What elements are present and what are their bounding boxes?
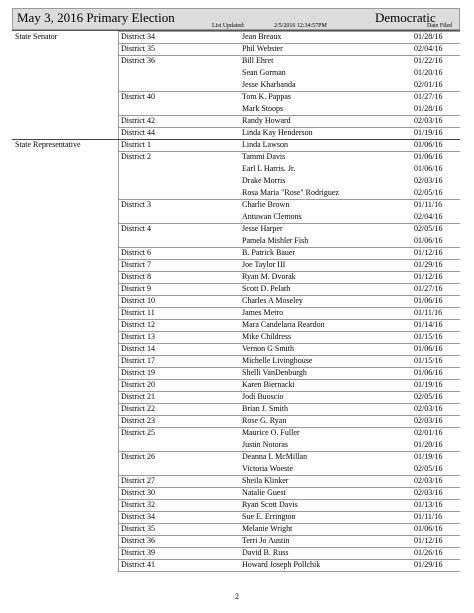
district-name: District 41 — [121, 560, 155, 569]
district-name: District 4 — [121, 224, 151, 233]
candidate-name: Earl L Harris. Jr. — [242, 164, 296, 173]
table-row — [12, 247, 460, 259]
district-name: District 9 — [121, 284, 151, 293]
date-filed: 01/06/16 — [414, 344, 443, 353]
table-row — [12, 487, 460, 499]
date-filed: 01/28/16 — [414, 104, 443, 113]
candidate-name: B. Patrick Bauer — [242, 248, 296, 257]
candidate-name: Deanna I. McMillan — [242, 452, 308, 461]
district-name: District 10 — [121, 296, 155, 305]
table-row — [12, 295, 460, 307]
district-separator-line — [118, 475, 460, 476]
district-name: District 7 — [121, 260, 151, 269]
date-filed: 02/03/16 — [414, 488, 443, 497]
date-filed: 01/11/16 — [414, 200, 443, 209]
date-filed: 02/01/16 — [414, 428, 443, 437]
candidate-name: Terri Jo Austin — [242, 536, 290, 545]
candidate-name: Sean Gorman — [242, 68, 286, 77]
date-filed: 01/26/16 — [414, 548, 443, 557]
table-row — [12, 343, 460, 355]
date-filed: 01/06/16 — [414, 140, 443, 149]
date-filed: 01/28/16 — [414, 32, 443, 41]
table-row — [12, 547, 460, 559]
table-row — [12, 223, 460, 235]
candidate-name: Randy Howard — [242, 116, 291, 125]
district-name: District 20 — [121, 380, 155, 389]
table-row — [12, 211, 460, 223]
date-filed: 01/06/16 — [414, 164, 443, 173]
table-row — [12, 535, 460, 547]
district-name: District 13 — [121, 332, 155, 341]
district-name: District 34 — [121, 512, 155, 521]
party-name: Democratic — [375, 10, 436, 25]
table-row — [12, 139, 460, 151]
candidate-name: Rosa Maria "Rose" Rodriguez — [242, 188, 339, 197]
district-name: District 35 — [121, 44, 155, 53]
table-row — [12, 31, 460, 43]
candidate-name: Charlie Brown — [242, 200, 290, 209]
candidate-name: Jesse Harper — [242, 224, 283, 233]
district-name: District 19 — [121, 368, 155, 377]
district-name: District 3 — [121, 200, 151, 209]
table-row — [12, 283, 460, 295]
district-name: District 39 — [121, 548, 155, 557]
table-row — [12, 319, 460, 331]
table-row — [12, 331, 460, 343]
date-filed: 01/06/16 — [414, 152, 443, 161]
date-filed: 01/12/16 — [414, 248, 443, 257]
district-separator-line — [118, 55, 460, 56]
candidate-name: Phil Webster — [242, 44, 283, 53]
table-row — [12, 163, 460, 175]
table-row — [12, 391, 460, 403]
table-row — [12, 367, 460, 379]
candidate-name: Linda Lawson — [242, 140, 288, 149]
district-separator-line — [118, 223, 460, 224]
table-row — [12, 403, 460, 415]
date-filed: 01/15/16 — [414, 332, 443, 341]
date-filed: 02/05/16 — [414, 392, 443, 401]
district-name: District 36 — [121, 536, 155, 545]
table-row — [12, 475, 460, 487]
table-row — [12, 499, 460, 511]
table-row — [12, 463, 460, 475]
district-separator-line — [118, 307, 460, 308]
date-filed: 01/13/16 — [414, 500, 443, 509]
candidate-name: Jean Breaux — [242, 32, 282, 41]
date-filed: 01/15/16 — [414, 356, 443, 365]
date-filed: 01/22/16 — [414, 56, 443, 65]
district-name: District 12 — [121, 320, 155, 329]
candidate-name: Karen Biernacki — [242, 380, 295, 389]
candidate-name: Shelli VanDenburgh — [242, 368, 307, 377]
district-name: District 40 — [121, 92, 155, 101]
list-updated-value: 2/5/2016 12:34:57PM — [274, 23, 327, 29]
table-row — [12, 355, 460, 367]
date-filed: 01/20/16 — [414, 68, 443, 77]
candidate-name: Charles A Moseley — [242, 296, 303, 305]
candidate-name: Tom K. Pappas — [242, 92, 291, 101]
date-filed: 01/14/16 — [414, 320, 443, 329]
table-row — [12, 91, 460, 103]
table-row — [12, 151, 460, 163]
district-name: District 25 — [121, 428, 155, 437]
candidate-name: Scott D. Pelath — [242, 284, 291, 293]
table-bottom-rule — [118, 571, 460, 572]
table-row — [12, 523, 460, 535]
district-name: District 44 — [121, 128, 155, 137]
candidate-name: Antuwan Clemons — [242, 212, 302, 221]
candidate-name: James Metro — [242, 308, 284, 317]
table-row — [12, 55, 460, 67]
date-filed: 01/06/16 — [414, 236, 443, 245]
date-filed: 02/01/16 — [414, 80, 443, 89]
candidate-name: Michelle Livinghouse — [242, 356, 313, 365]
candidate-name: Ryan Scott Davis — [242, 500, 298, 509]
district-name: District 42 — [121, 116, 155, 125]
candidate-name: Melanie Wright — [242, 524, 293, 533]
candidate-name: Maurice O. Fuller — [242, 428, 300, 437]
candidate-name: Mara Candelaria Reardon — [242, 320, 325, 329]
district-separator-line — [118, 403, 460, 404]
candidate-name: Bill Ehret — [242, 56, 274, 65]
table-row — [12, 439, 460, 451]
district-name: District 36 — [121, 56, 155, 65]
table-row — [12, 79, 460, 91]
date-filed: 02/03/16 — [414, 416, 443, 425]
candidate-name: Drake Morris — [242, 176, 286, 185]
date-filed: 01/19/16 — [414, 452, 443, 461]
district-name: District 14 — [121, 344, 155, 353]
date-filed: 01/19/16 — [414, 380, 443, 389]
table-row — [12, 427, 460, 439]
district-separator-line — [118, 31, 460, 32]
candidate-name: Howard Joseph Pollchik — [242, 560, 321, 569]
district-name: District 22 — [121, 404, 155, 413]
candidate-name: Ryan M. Dvorak — [242, 272, 296, 281]
date-filed: 02/03/16 — [414, 476, 443, 485]
date-filed: 02/03/16 — [414, 404, 443, 413]
date-filed: 01/19/16 — [414, 128, 443, 137]
date-filed: 01/06/16 — [414, 524, 443, 533]
date-filed-header: Date Filed — [427, 23, 453, 29]
date-filed: 01/12/16 — [414, 536, 443, 545]
candidate-name: Joe Taylor III — [242, 260, 286, 269]
date-filed: 01/06/16 — [414, 296, 443, 305]
district-separator-line — [118, 415, 460, 416]
table-row — [12, 199, 460, 211]
candidate-name: Jodi Buoscio — [242, 392, 284, 401]
table-row — [12, 43, 460, 55]
election-title: May 3, 2016 Primary Election — [17, 10, 175, 25]
candidate-name: David B. Russ — [242, 548, 289, 557]
candidate-name: Mark Stoops — [242, 104, 284, 113]
candidate-name: Mike Childress — [242, 332, 292, 341]
date-filed: 02/03/16 — [414, 176, 443, 185]
table-row — [12, 115, 460, 127]
date-filed: 01/11/16 — [414, 512, 443, 521]
table-row — [12, 511, 460, 523]
district-name: District 11 — [121, 308, 155, 317]
district-separator-line — [118, 487, 460, 488]
date-filed: 02/05/16 — [414, 224, 443, 233]
table-row — [12, 67, 460, 79]
table-row — [12, 415, 460, 427]
candidate-name: Victoria Woeste — [242, 464, 293, 473]
district-name: District 2 — [121, 152, 151, 161]
district-separator-line — [118, 547, 460, 548]
candidate-table — [12, 31, 460, 571]
candidate-name: Natalie Guest — [242, 488, 286, 497]
district-name: District 32 — [121, 500, 155, 509]
district-name: District 26 — [121, 452, 155, 461]
candidate-name: Vernon G Smith — [242, 344, 294, 353]
candidate-name: Brian J. Smith — [242, 404, 289, 413]
district-separator-line — [118, 43, 460, 44]
table-row — [12, 451, 460, 463]
district-name: District 17 — [121, 356, 155, 365]
list-updated-label: List Updated: — [212, 23, 245, 29]
district-separator-line — [118, 259, 460, 260]
candidate-name: Pamela Mishler Fish — [242, 236, 309, 245]
date-filed: 01/29/16 — [414, 260, 443, 269]
table-row — [12, 235, 460, 247]
date-filed: 02/03/16 — [414, 116, 443, 125]
date-filed: 01/29/16 — [414, 560, 443, 569]
district-separator-line — [118, 151, 460, 152]
district-name: District 1 — [121, 140, 151, 149]
table-row — [12, 187, 460, 199]
date-filed: 01/27/16 — [414, 92, 443, 101]
date-filed: 01/20/16 — [414, 440, 443, 449]
date-filed: 01/12/16 — [414, 272, 443, 281]
district-separator-line — [118, 391, 460, 392]
district-name: District 23 — [121, 416, 155, 425]
district-name: District 34 — [121, 32, 155, 41]
date-filed: 02/04/16 — [414, 212, 443, 221]
office-name: State Senator — [15, 32, 58, 41]
district-name: District 21 — [121, 392, 155, 401]
candidate-name: Rose G. Ryan — [242, 416, 287, 425]
table-row — [12, 259, 460, 271]
district-name: District 35 — [121, 524, 155, 533]
district-name: District 30 — [121, 488, 155, 497]
date-filed: 02/05/16 — [414, 464, 443, 473]
table-row — [12, 559, 460, 571]
date-filed: 01/11/16 — [414, 308, 443, 317]
date-filed: 02/05/16 — [414, 188, 443, 197]
table-row — [12, 307, 460, 319]
office-name: State Representative — [15, 140, 81, 149]
page-number: 2 — [235, 592, 239, 601]
date-filed: 01/06/16 — [414, 368, 443, 377]
candidate-name: Tammi Davis — [242, 152, 286, 161]
candidate-name: Justin Notoras — [242, 440, 288, 449]
district-name: District 6 — [121, 248, 151, 257]
candidate-name: Sheila Klinker — [242, 476, 289, 485]
candidate-name: Linda Kay Henderson — [242, 128, 313, 137]
table-row — [12, 175, 460, 187]
candidate-name: Sue E. Errington — [242, 512, 296, 521]
table-row — [12, 127, 460, 139]
date-filed: 02/04/16 — [414, 44, 443, 53]
date-filed: 01/27/16 — [414, 284, 443, 293]
candidate-name: Jesse Kharbanda — [242, 80, 296, 89]
table-row — [12, 271, 460, 283]
table-row — [12, 103, 460, 115]
district-name: District 8 — [121, 272, 151, 281]
table-row — [12, 379, 460, 391]
district-name: District 27 — [121, 476, 155, 485]
